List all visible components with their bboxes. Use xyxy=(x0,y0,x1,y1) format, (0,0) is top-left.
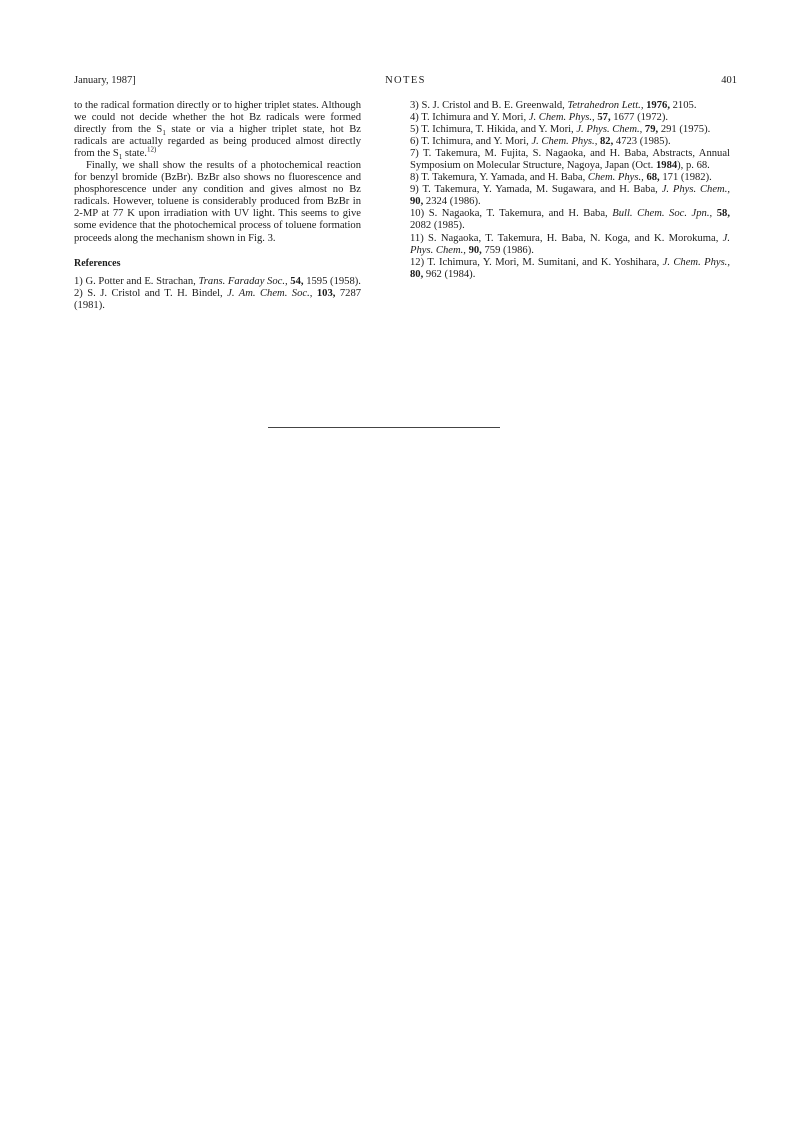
page-header xyxy=(74,75,737,89)
reference-pages: 1677 (1972). xyxy=(613,112,668,124)
reference-authors: T. Takemura, Y. Yamada, and H. Baba, xyxy=(421,172,586,184)
reference-number: 1) xyxy=(74,275,83,287)
reference-number: 5) xyxy=(410,124,419,136)
reference-number: 11) xyxy=(410,232,424,244)
reference-journal: Tetrahedron Lett., xyxy=(567,100,644,111)
page-number: 401 xyxy=(721,75,737,86)
reference-pages: 2082 (1985). xyxy=(410,220,465,232)
reference-journal: J. Am. Chem. Soc., xyxy=(227,287,313,299)
end-rule xyxy=(268,427,500,428)
reference-item xyxy=(410,100,730,112)
reference-volume: 54, xyxy=(290,275,304,287)
reference-volume: 103, xyxy=(316,287,336,299)
reference-number: 6) xyxy=(410,136,419,148)
reference-authors: S. J. Cristol and B. E. Greenwald, xyxy=(421,100,565,111)
reference-authors: G. Potter and E. Strachan, xyxy=(85,275,196,287)
reference-volume: 57, xyxy=(597,112,611,124)
reference-number: 10) xyxy=(410,208,425,220)
reference-item xyxy=(74,288,361,312)
reference-volume: 58, xyxy=(716,208,730,220)
reference-authors: S. Nagaoka, T. Takemura, and H. Baba, xyxy=(428,208,608,220)
reference-volume: 1984 xyxy=(655,160,678,172)
reference-authors: S. Nagaoka, T. Takemura, H. Baba, N. Koga, and K. Morokuma, xyxy=(428,232,719,244)
body-paragraph: Finally, we shall show the results of a photochemical reaction for benzyl bromide (BzBr). BzBr also shows no fluorescence and phosphorescence under any condition and gives almost no Bz radicals. However, toluene is considerably produced from BzBr in 2-MP at 77 K upon irradiation with UV light. This seems to give some evidence that the photochemical process of toluene formation proceeds along the mechanism shown in Fig. 3. xyxy=(74,160,361,244)
reference-list xyxy=(410,100,730,281)
reference-item xyxy=(74,276,361,288)
right-column xyxy=(410,100,730,281)
reference-item xyxy=(410,184,730,208)
issue-date: January, 1987] xyxy=(74,75,136,86)
reference-volume: 90, xyxy=(410,196,424,208)
reference-number: 9) xyxy=(410,184,419,196)
reference-authors: T. Ichimura, T. Hikida, and Y. Mori, xyxy=(421,124,574,136)
reference-volume: 80, xyxy=(410,268,424,280)
reference-volume: 90, xyxy=(468,244,482,256)
reference-pages: 962 (1984). xyxy=(425,268,476,280)
references-heading: References xyxy=(74,257,121,269)
reference-item xyxy=(410,208,730,232)
reference-item xyxy=(410,112,730,124)
left-column xyxy=(74,100,361,312)
reference-item xyxy=(410,172,730,184)
reference-item xyxy=(410,148,730,172)
reference-number: 12) xyxy=(410,256,425,268)
reference-journal: Bull. Chem. Soc. Jpn., xyxy=(612,208,713,220)
reference-item xyxy=(410,124,730,136)
reference-authors: T. Ichimura, and Y. Mori, xyxy=(421,136,529,148)
reference-number: 2) xyxy=(74,287,83,299)
reference-pages: 171 (1982). xyxy=(662,172,712,184)
reference-authors: T. Ichimura, Y. Mori, M. Sumitani, and K. Yoshihara, xyxy=(427,256,660,268)
reference-authors: T. Takemura, Y. Yamada, M. Sugawara, and H. Baba, xyxy=(422,184,658,196)
reference-list xyxy=(74,276,361,312)
reference-pages: ), p. 68. xyxy=(677,160,710,172)
reference-pages: 759 (1986). xyxy=(484,244,534,256)
reference-item xyxy=(410,233,730,257)
reference-pages: 291 (1975). xyxy=(660,124,711,136)
reference-journal: J. Phys. Chem., xyxy=(661,184,730,196)
reference-pages: 4723 (1985). xyxy=(615,136,671,148)
reference-number: 8) xyxy=(410,172,419,184)
reference-journal: J. Chem. Phys., xyxy=(531,136,598,148)
reference-journal: Chem. Phys., xyxy=(587,172,644,184)
reference-pages: 7287 (1981). xyxy=(74,287,362,311)
reference-item xyxy=(410,257,730,281)
reference-journal: J. Chem. Phys., xyxy=(662,256,730,268)
section-title: NOTES xyxy=(385,75,426,86)
reference-pages: 1595 (1958). xyxy=(306,275,361,287)
reference-authors: S. J. Cristol and T. H. Bindel, xyxy=(87,287,223,299)
reference-pages: 2105. xyxy=(672,100,697,111)
reference-item xyxy=(410,136,730,148)
reference-journal: J. Chem. Phys., xyxy=(528,112,595,124)
reference-volume: 1976, xyxy=(646,100,670,111)
reference-journal: Trans. Faraday Soc., xyxy=(198,275,288,287)
reference-number: 3) xyxy=(410,100,419,111)
reference-journal: J. Phys. Chem., xyxy=(410,232,730,256)
reference-volume: 82, xyxy=(600,136,614,148)
reference-volume: 79, xyxy=(644,124,659,136)
reference-number: 4) xyxy=(410,112,419,124)
reference-number: 7) xyxy=(410,148,419,160)
body-paragraph: to the radical formation directly or to higher triplet states. Although we could not decide whether the hot Bz radicals were formed directly from the $S_1$ state or via a higher triplet state, hot Bz radicals are actually regarded as being produced almost directly from the $S_1$ state.$^{12)}$ xyxy=(74,100,361,162)
reference-pages: 2324 (1986). xyxy=(425,196,481,208)
reference-volume: 68, xyxy=(646,172,660,184)
reference-authors: T. Takemura, M. Fujita, S. Nagaoka, and H. Baba, Abstracts, Annual Symposium on Molecular Structure, Nagoya, Japan (Oct. xyxy=(410,148,730,172)
reference-authors: T. Ichimura and Y. Mori, xyxy=(421,112,527,124)
reference-journal: J. Phys. Chem., xyxy=(576,124,643,136)
